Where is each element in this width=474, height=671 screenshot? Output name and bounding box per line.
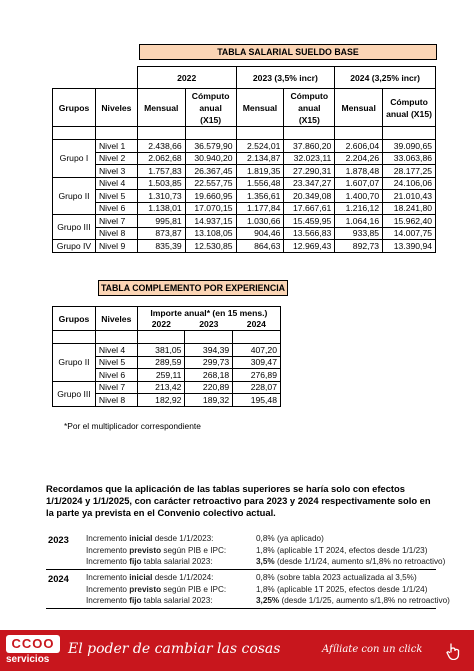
nivel-cell: Nivel 8	[95, 227, 137, 240]
value-cell: 259,11	[137, 369, 185, 382]
value-cell: 407,20	[233, 344, 281, 357]
value-cell: 1.216,12	[335, 202, 383, 215]
table-row	[53, 227, 436, 240]
mensual-header: Mensual	[137, 89, 185, 127]
value-cell: 268,18	[185, 369, 233, 382]
nivel-cell: Nivel 4	[95, 177, 137, 190]
nivel-cell: Nivel 3	[95, 165, 137, 178]
year-2022-header: 2022	[137, 67, 236, 89]
niveles-header: Niveles	[95, 89, 137, 127]
value-cell: 17.070,15	[185, 202, 236, 215]
increment-year: 2024	[48, 573, 69, 584]
value-cell: 1.400,70	[335, 190, 383, 203]
increment-label-post: desde 1/1/2023:	[152, 534, 214, 543]
table-row	[53, 215, 436, 228]
group-name: Grupo II	[53, 177, 96, 215]
group-name: Grupo III	[53, 381, 96, 406]
group-name: Grupo II	[53, 344, 96, 382]
nivel-cell: Nivel 1	[95, 140, 137, 153]
increment-label-bold: inicial	[129, 534, 153, 543]
value-cell: 1.878,48	[335, 165, 383, 178]
increment-label-bold: fijo	[129, 557, 142, 566]
mensual-header: Mensual	[236, 89, 284, 127]
value-cell: 14.007,75	[383, 227, 436, 240]
value-cell: 39.090,65	[383, 140, 436, 153]
increment-label-post: según PIB e IPC:	[161, 584, 227, 594]
nivel-cell: Nivel 9	[95, 240, 137, 253]
increment-row	[86, 534, 436, 543]
increments-section	[46, 533, 450, 611]
increment-label	[86, 557, 256, 566]
increment-block	[46, 572, 450, 609]
increment-note: (desde 1/1/25, aumento s/1,8% no retroactivo)	[279, 596, 450, 605]
value-cell: 17.667,61	[284, 202, 335, 215]
value-cell: 220,89	[185, 381, 233, 394]
value-cell: 2.204,26	[335, 152, 383, 165]
value-cell: 1.819,35	[236, 165, 284, 178]
value-cell: 289,59	[137, 356, 185, 369]
value-cell: 33.063,86	[383, 152, 436, 165]
increment-row	[86, 596, 450, 605]
increment-label-post: tabla salarial 2023:	[141, 596, 213, 605]
increment-value: 0,8%	[256, 573, 275, 582]
increment-block	[46, 533, 446, 570]
value-cell: 1.310,73	[137, 190, 185, 203]
increment-note: (aplicable 1T 2024, efectos desde 1/1/23)	[274, 545, 428, 555]
table-row	[53, 344, 281, 357]
retroactive-paragraph: Recordamos que la aplicación de las tablas superiores se haría solo con efectos 1/1/2024 y 1/1/2025, con carácter retroactivo para 2023 y 2024 respectivamente solo en la parte ya prevista en el Convenio colectivo actual.	[46, 483, 431, 518]
increment-label-post: según PIB e IPC:	[161, 545, 227, 555]
value-cell: 13.566,83	[284, 227, 335, 240]
value-cell: 182,92	[137, 394, 185, 407]
table1-title: TABLA SALARIAL SUELDO BASE	[139, 44, 437, 60]
value-cell: 32.023,11	[284, 152, 335, 165]
value-cell: 2.606,04	[335, 140, 383, 153]
increment-label-bold: fijo	[129, 596, 142, 605]
computo-header: Cómputo anual (X15)	[185, 89, 236, 127]
logo-subtitle: servicios	[6, 654, 50, 665]
nivel-cell: Nivel 7	[95, 381, 137, 394]
value-cell: 1.556,48	[236, 177, 284, 190]
value-cell: 12.969,43	[284, 240, 335, 253]
niveles-header: Niveles	[95, 307, 137, 331]
increment-label	[86, 534, 256, 543]
increment-label-bold: previsto	[129, 584, 162, 594]
footnote: *Por el multiplicador correspondiente	[64, 421, 201, 431]
value-cell: 1.757,83	[137, 165, 185, 178]
increment-label	[86, 573, 256, 582]
year-2024-header: 2024	[233, 319, 281, 331]
increment-value: 1,8%	[256, 545, 275, 555]
value-cell: 2.438,66	[137, 140, 185, 153]
value-cell: 228,07	[233, 381, 281, 394]
nivel-cell: Nivel 5	[95, 190, 137, 203]
value-cell: 2.524,01	[236, 140, 284, 153]
value-cell: 1.064,16	[335, 215, 383, 228]
importe-header: Importe anual* (en 15 mens.)	[137, 307, 280, 319]
increment-note: (aplicable 1T 2025, efectos desde 1/1/24)	[274, 584, 428, 594]
table-row	[53, 177, 436, 190]
increment-label-post: tabla salarial 2023:	[141, 557, 213, 566]
year-2022-header: 2022	[137, 319, 185, 331]
group-name: Grupo I	[53, 140, 96, 178]
increment-note: (ya aplicado)	[274, 534, 324, 543]
affiliate-link[interactable]: Afíliate con un click	[322, 644, 423, 655]
value-cell: 37.860,20	[284, 140, 335, 153]
salary-table	[52, 66, 436, 253]
value-cell: 20.349,08	[284, 190, 335, 203]
increment-row	[86, 546, 436, 555]
increment-label	[86, 546, 256, 555]
value-cell: 2.062,68	[137, 152, 185, 165]
increment-label-pre: Incremento	[86, 557, 130, 566]
value-cell: 23.347,27	[284, 177, 335, 190]
table-row	[53, 202, 436, 215]
table-row	[53, 381, 281, 394]
group-name: Grupo IV	[53, 240, 96, 253]
value-cell: 873,87	[137, 227, 185, 240]
value-cell: 1.138,01	[137, 202, 185, 215]
value-cell: 21.010,43	[383, 190, 436, 203]
value-cell: 12.530,85	[185, 240, 236, 253]
value-cell: 381,05	[137, 344, 185, 357]
value-cell: 22.557,75	[185, 177, 236, 190]
value-cell: 15.459,95	[284, 215, 335, 228]
increment-label-pre: Incremento	[86, 596, 130, 605]
increment-label-post: desde 1/1/2024:	[152, 573, 214, 582]
table-row	[53, 190, 436, 203]
value-cell: 1.030,66	[236, 215, 284, 228]
nivel-cell: Nivel 6	[95, 369, 137, 382]
value-cell: 13.108,05	[185, 227, 236, 240]
grupos-header: Grupos	[53, 307, 96, 331]
value-cell: 892,73	[335, 240, 383, 253]
table2-title: TABLA COMPLEMENTO POR EXPERIENCIA	[98, 280, 288, 296]
nivel-cell: Nivel 6	[95, 202, 137, 215]
grupos-header: Grupos	[53, 89, 96, 127]
increment-label	[86, 585, 256, 594]
value-cell: 36.579,90	[185, 140, 236, 153]
increment-value: 0,8%	[256, 534, 275, 543]
value-cell: 394,39	[185, 344, 233, 357]
table-row	[53, 165, 436, 178]
year-2023-header: 2023 (3,5% incr)	[236, 67, 335, 89]
value-cell: 19.660,95	[185, 190, 236, 203]
value-cell: 995,81	[137, 215, 185, 228]
increment-label-pre: Incremento	[86, 534, 130, 543]
increment-label	[86, 596, 256, 605]
computo-header: Cómputo anual (X15)	[284, 89, 335, 127]
value-cell: 30.940,20	[185, 152, 236, 165]
value-cell: 904,46	[236, 227, 284, 240]
value-cell: 1.607,07	[335, 177, 383, 190]
increment-note: (sobre tabla 2023 actualizada al 3,5%)	[274, 573, 417, 582]
value-cell: 28.177,25	[383, 165, 436, 178]
value-cell: 18.241,80	[383, 202, 436, 215]
value-cell: 26.367,45	[185, 165, 236, 178]
nivel-cell: Nivel 5	[95, 356, 137, 369]
increment-label-pre: Incremento	[86, 573, 130, 582]
nivel-cell: Nivel 2	[95, 152, 137, 165]
table-row	[53, 152, 436, 165]
hand-pointer-icon[interactable]	[446, 642, 460, 660]
table-row	[53, 140, 436, 153]
value-cell: 14.937,15	[185, 215, 236, 228]
increment-note: (desde 1/1/24, aumento s/1,8% no retroactivo)	[274, 557, 446, 566]
year-2023-header: 2023	[185, 319, 233, 331]
value-cell: 1.356,61	[236, 190, 284, 203]
value-cell: 24.106,06	[383, 177, 436, 190]
nivel-cell: Nivel 7	[95, 215, 137, 228]
value-cell: 13.390,94	[383, 240, 436, 253]
value-cell: 309,47	[233, 356, 281, 369]
value-cell: 276,89	[233, 369, 281, 382]
year-2024-header: 2024 (3,25% incr)	[335, 67, 436, 89]
increment-value: 1,8%	[256, 584, 275, 594]
increment-label-bold: previsto	[129, 545, 162, 555]
logo-text: CCOO	[11, 636, 55, 651]
group-name: Grupo III	[53, 215, 96, 240]
nivel-cell: Nivel 4	[95, 344, 137, 357]
table-row	[53, 240, 436, 253]
value-cell: 2.134,87	[236, 152, 284, 165]
nivel-cell: Nivel 8	[95, 394, 137, 407]
mensual-header: Mensual	[335, 89, 383, 127]
value-cell: 1.503,85	[137, 177, 185, 190]
increment-label-pre: Incremento	[86, 545, 130, 555]
value-cell: 864,63	[236, 240, 284, 253]
value-cell: 1.177,84	[236, 202, 284, 215]
ccoo-logo	[6, 635, 60, 653]
footer-banner	[0, 630, 474, 671]
increment-label-bold: inicial	[129, 573, 153, 582]
experience-table	[52, 306, 281, 407]
increment-row	[86, 557, 446, 566]
value-cell: 933,85	[335, 227, 383, 240]
increment-year: 2023	[48, 534, 69, 545]
increment-row	[86, 573, 436, 582]
increment-label-pre: Incremento	[86, 584, 130, 594]
value-cell: 15.962,40	[383, 215, 436, 228]
value-cell: 195,48	[233, 394, 281, 407]
increment-value: 3,5%	[256, 557, 275, 566]
value-cell: 27.290,31	[284, 165, 335, 178]
computo-header: Cómputo anual (X15)	[383, 89, 436, 127]
slogan: El poder de cambiar las cosas	[68, 641, 281, 657]
increment-value: 3,25%	[256, 596, 280, 605]
value-cell: 189,32	[185, 394, 233, 407]
value-cell: 299,73	[185, 356, 233, 369]
increment-row	[86, 585, 436, 594]
value-cell: 835,39	[137, 240, 185, 253]
value-cell: 213,42	[137, 381, 185, 394]
